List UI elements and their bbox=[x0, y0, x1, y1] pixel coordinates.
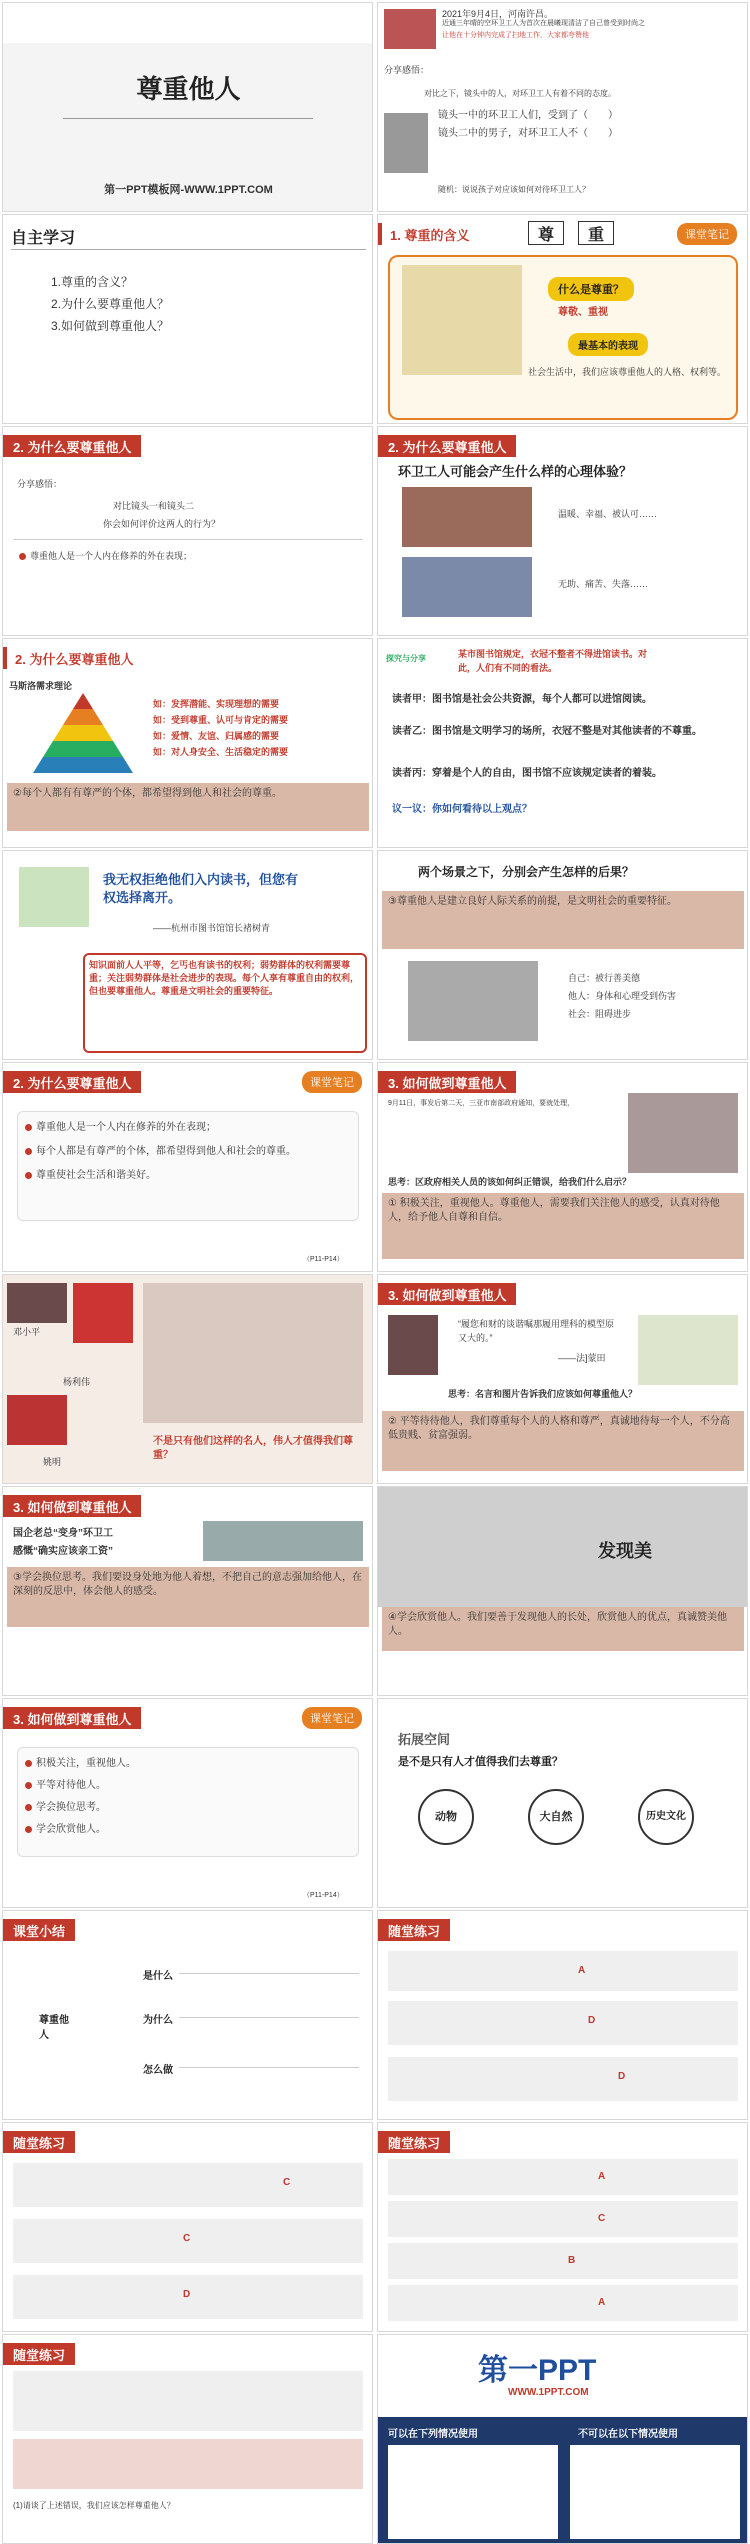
slide-brand bbox=[377, 2334, 748, 2544]
slide-title bbox=[2, 2, 373, 212]
mindmap-root: 尊重他人 bbox=[39, 2015, 69, 2041]
note-banner: ③学会换位思考。我们要设身处地为他人着想，不把自己的意志强加给他人，在深刻的反思中，体会他人的感受。 bbox=[7, 1567, 369, 1627]
note-banner: ④学会欣赏他人。我们要善于发现他人的长处，欣赏他人的优点，真诚赞美他人。 bbox=[382, 1607, 744, 1651]
section-heading: 2. 为什么要尊重他人 bbox=[378, 435, 516, 457]
slide-how-notes bbox=[2, 1698, 373, 1908]
caption-text: 不是只有他们这样的名人，伟人才值得我们尊重？ bbox=[153, 1436, 353, 1461]
note-label: 每个人都是有尊严的个体，都希望得到他人和社会的尊重。 bbox=[36, 1146, 296, 1157]
brand-url: WWW.1PPT.COM bbox=[508, 2387, 589, 2398]
slide-heading: 自主学习 bbox=[11, 230, 76, 247]
answer-2: 无助、痛苦、失落…… bbox=[558, 579, 649, 589]
note-item bbox=[25, 1145, 355, 1159]
slide-how-1 bbox=[377, 1062, 748, 1272]
answer-mark: D bbox=[183, 2289, 191, 2300]
note-label: 尊重使社会生活和谐美好。 bbox=[36, 1170, 156, 1181]
section-heading: 3. 如何做到尊重他人 bbox=[3, 1707, 141, 1729]
person-name: 邓小平 bbox=[13, 1327, 41, 1337]
note-label: 学会换位思考。 bbox=[36, 1802, 106, 1813]
answer-text: 尊敬、重视 bbox=[558, 307, 608, 318]
reader-c: 读者丙：穿着是个人的自由，图书馆不应该规定读者的着装。 bbox=[392, 768, 662, 779]
person-name: 杨利伟 bbox=[63, 1377, 91, 1387]
section-heading: 3. 如何做到尊重他人 bbox=[378, 1283, 516, 1305]
slide-intro-story bbox=[377, 2, 748, 212]
circle-label: 历史文化 bbox=[646, 1811, 686, 1822]
illustration bbox=[19, 867, 89, 927]
photo-2 bbox=[402, 557, 532, 617]
note-banner: ②每个人都有有尊严的个体，都希望得到他人和社会的尊重。 bbox=[7, 783, 369, 831]
note-item bbox=[25, 1779, 355, 1793]
slide-quote bbox=[2, 850, 373, 1060]
effect-society: 社会：阻碍进步 bbox=[568, 1009, 632, 1019]
question-item: 3.如何做到尊重他人？ bbox=[51, 319, 170, 333]
circle-animal bbox=[418, 1789, 474, 1845]
case-text: 某市图书馆规定，衣冠不整者不得进馆读书。对此，人们有不同的看法。 bbox=[458, 649, 648, 673]
extend-question: 是不是只有人才值得我们去尊重？ bbox=[398, 1756, 563, 1768]
slide-meaning bbox=[377, 214, 748, 424]
note-item bbox=[25, 1801, 355, 1815]
circle-history bbox=[638, 1789, 694, 1845]
answer-mark: A bbox=[578, 1965, 586, 1976]
question-box: 什么是尊重？ bbox=[548, 277, 634, 301]
slide-scenes bbox=[377, 850, 748, 1060]
photo bbox=[384, 9, 436, 49]
portrait bbox=[7, 1395, 67, 1445]
pyramid-chart bbox=[33, 693, 133, 773]
story-text: 9月11日，事发后第二天，三亚市南部政府通知，要就处理， bbox=[388, 1100, 575, 1107]
note-banner: 知识面前人人平等，乞丐也有读书的权利；弱势群体的权利需要尊重；关注弱势群体是社会进步的表现。每个人享有尊重自由的权利，但也要尊重他人。尊重是文明社会的重要特征。 bbox=[83, 953, 367, 1053]
discussion-prompt: 议一议：你如何看待以上观点？ bbox=[392, 804, 532, 815]
question-1: 镜头一中的环卫工人们，受到了（ ） bbox=[438, 110, 618, 121]
effect-other: 他人：身体和心理受到伤害 bbox=[568, 991, 677, 1001]
circle-nature bbox=[528, 1789, 584, 1845]
quote-author: ——杭州市图书馆馆长褚树青 bbox=[153, 923, 271, 933]
portrait-grid bbox=[143, 1283, 363, 1423]
slide-why-notes bbox=[2, 1062, 373, 1272]
question-text: 两个场景之下，分别会产生怎样的后果？ bbox=[418, 865, 635, 879]
person-name: 姚明 bbox=[43, 1457, 62, 1467]
section-heading: 2. 为什么要尊重他人 bbox=[3, 647, 143, 669]
reader-b: 读者乙：图书馆是文明学习的场所，衣冠不整是对其他读者的不尊重。 bbox=[392, 726, 702, 737]
badge-zun: 尊 bbox=[528, 221, 564, 245]
note-badge: 课堂笔记 bbox=[302, 1707, 362, 1729]
circle-label: 动物 bbox=[435, 1811, 457, 1823]
slide-extend bbox=[377, 1698, 748, 1908]
note-label: 积极关注，重视他人。 bbox=[36, 1758, 136, 1769]
share-label: 分享感悟： bbox=[17, 479, 63, 489]
page-ref: （P11-P14） bbox=[303, 1256, 344, 1263]
photo-1 bbox=[402, 487, 532, 547]
beauty-title: 发现美 bbox=[598, 1541, 652, 1561]
slide-practice-4 bbox=[2, 2334, 373, 2544]
point-text bbox=[19, 549, 359, 563]
question-item: 2.为什么要尊重他人？ bbox=[51, 297, 170, 311]
foot-text: 随机：说说孩子对应该如何对待环卫工人？ bbox=[438, 185, 590, 194]
note-item bbox=[25, 1823, 355, 1837]
section-heading: 2. 为什么要尊重他人 bbox=[3, 435, 141, 457]
section-heading: 1. 尊重的含义 bbox=[378, 223, 479, 245]
slide-beauty bbox=[377, 1486, 748, 1696]
slide-practice-3 bbox=[377, 2122, 748, 2332]
explore-tag: 探究与分享 bbox=[386, 654, 426, 663]
answer-mark: B bbox=[568, 2255, 576, 2266]
question-text: 思考：名言和图片告诉我们应该如何尊重他人？ bbox=[448, 1389, 638, 1399]
branch-how: 怎么做 bbox=[143, 2065, 173, 2076]
badge-zhong: 重 bbox=[578, 221, 614, 245]
slide-why-2 bbox=[377, 426, 748, 636]
cartoon bbox=[638, 1315, 738, 1385]
branch-what: 是什么 bbox=[143, 1971, 173, 1982]
sub-text: 对比镜头一和镜头二 bbox=[113, 501, 195, 511]
ink-art bbox=[378, 1487, 748, 1607]
section-heading: 随堂练习 bbox=[3, 2343, 75, 2365]
question-text: 环卫工人可能会产生什么样的心理体验？ bbox=[398, 464, 633, 479]
reader-a: 读者甲：图书馆是社会公共资源，每个人都可以进馆阅读。 bbox=[392, 694, 652, 705]
slide-how-3 bbox=[2, 1486, 373, 1696]
quote-author: ——法]蒙田 bbox=[558, 1353, 606, 1363]
portrait bbox=[7, 1283, 67, 1323]
photo bbox=[203, 1521, 363, 1561]
share-label: 分享感悟： bbox=[384, 65, 430, 75]
note-label: 学会欣赏他人。 bbox=[36, 1824, 106, 1835]
forbidden-heading: 不可以在以下情况使用 bbox=[578, 2429, 678, 2440]
allowed-heading: 可以在下列情况使用 bbox=[388, 2429, 478, 2440]
need-item: 如：发挥潜能、实现理想的需要 bbox=[153, 699, 280, 709]
note-banner: ③尊重他人是建立良好人际关系的前提，是文明社会的重要特征。 bbox=[382, 891, 744, 949]
slide-self-study bbox=[2, 214, 373, 424]
need-item: 如：爱情、友谊、归属感的需要 bbox=[153, 731, 280, 741]
slide-practice-1 bbox=[377, 1910, 748, 2120]
slide-how-2 bbox=[377, 1274, 748, 1484]
question-text: 思考：区政府相关人员的该如何纠正错误，给我们什么启示？ bbox=[388, 1177, 632, 1187]
question-text: 你会如何评价这两人的行为？ bbox=[103, 519, 221, 529]
portrait bbox=[388, 1315, 438, 1375]
answer-mark: D bbox=[618, 2071, 626, 2082]
case-sub: 感慨“确实应该亲工资” bbox=[13, 1546, 113, 1557]
note-banner: ① 积极关注，重视他人。尊重他人，需要我们关注他人的感受，认真对待他人，给予他人自尊和自信。 bbox=[382, 1193, 744, 1259]
answer-1: 温暖、幸福、被认可…… bbox=[558, 509, 658, 519]
answer-mark: C bbox=[183, 2233, 191, 2244]
answer-mark: D bbox=[588, 2015, 596, 2026]
note-item bbox=[25, 1169, 355, 1183]
section-heading: 随堂练习 bbox=[3, 2131, 75, 2153]
story-date: 2021年9月4日，河南许昌。 bbox=[442, 9, 554, 19]
circle-label: 大自然 bbox=[539, 1811, 573, 1823]
section-heading: 随堂练习 bbox=[378, 2131, 450, 2153]
brand-logo: 第一PPT bbox=[478, 2354, 597, 2387]
note-item bbox=[25, 1121, 355, 1135]
note-badge: 课堂笔记 bbox=[302, 1071, 362, 1093]
section-heading: 课堂小结 bbox=[3, 1919, 75, 1941]
answer-mark: A bbox=[598, 2297, 606, 2308]
photo bbox=[384, 113, 428, 173]
slide-people bbox=[2, 1274, 373, 1484]
answer-mark: C bbox=[598, 2213, 606, 2224]
question-2: 镜头二中的男子，对环卫工人不（ ） bbox=[438, 128, 618, 139]
title-text: 尊重他人 bbox=[136, 74, 241, 104]
slide-maslow bbox=[2, 638, 373, 848]
extend-title: 拓展空间 bbox=[398, 1732, 451, 1747]
slide-summary bbox=[2, 1910, 373, 2120]
section-heading: 2. 为什么要尊重他人 bbox=[3, 1071, 141, 1093]
site-text: 第一PPT模板网-WWW.1PPT.COM bbox=[104, 184, 273, 196]
need-item: 如：受到尊重、认可与肯定的需要 bbox=[153, 715, 289, 725]
story-line: 让他在十分钟内完成了扫地工作，大家都夸赞他 bbox=[442, 32, 589, 39]
note-label: 平等对待他人。 bbox=[36, 1780, 106, 1791]
quote-text: “履您和财的谈谐嘱那履用理科的模型原又大的。” bbox=[458, 1319, 614, 1343]
portrait bbox=[73, 1283, 133, 1343]
section-heading: 3. 如何做到尊重他人 bbox=[3, 1495, 141, 1517]
maslow-tag: 马斯洛需求理论 bbox=[9, 681, 73, 691]
point-label: 尊重他人是一个人内在修养的外在表现； bbox=[30, 551, 193, 561]
footer-text: 社会生活中，我们应该尊重他人的人格、权利等。 bbox=[528, 367, 727, 377]
need-item: 如：对人身安全、生活稳定的需要 bbox=[153, 747, 289, 757]
note-banner: ② 平等待待他人，我们尊重每个人的人格和尊严，真诚地待每一个人，不分高低贵贱、贫富强弱。 bbox=[382, 1411, 744, 1471]
answer-mark: A bbox=[598, 2171, 606, 2182]
cartoon-image bbox=[402, 265, 522, 375]
case-title: 国企老总“变身”环卫工 bbox=[13, 1528, 113, 1539]
story-line: 对比之下，镜头中的人，对环卫工人有着不同的态度。 bbox=[424, 89, 616, 98]
page-ref: （P11-P14） bbox=[303, 1892, 344, 1899]
basic-box: 最基本的表现 bbox=[568, 333, 648, 356]
photo bbox=[628, 1093, 738, 1173]
quote-text: 我无权拒绝他们入内读书，但您有权选择离开。 bbox=[103, 872, 299, 905]
note-badge: 课堂笔记 bbox=[677, 223, 737, 245]
photo bbox=[408, 961, 538, 1041]
note-label: 尊重他人是一个人内在修养的外在表现； bbox=[36, 1122, 216, 1133]
slide-why-1 bbox=[2, 426, 373, 636]
slide-library bbox=[377, 638, 748, 848]
effect-self: 自己：被行善美德 bbox=[568, 973, 641, 983]
question-text: (1)请谈了上述错误，我们应该怎样尊重他人？ bbox=[13, 2501, 175, 2510]
slide-practice-2 bbox=[2, 2122, 373, 2332]
answer-mark: C bbox=[283, 2177, 291, 2188]
question-item: 1.尊重的含义？ bbox=[51, 275, 134, 289]
note-item bbox=[25, 1757, 355, 1771]
story-line: 近通三年晴的空环卫工人为首次在晨曦现清洁了自己曾受到时尚之 bbox=[442, 20, 645, 27]
section-heading: 随堂练习 bbox=[378, 1919, 450, 1941]
section-heading: 3. 如何做到尊重他人 bbox=[378, 1071, 516, 1093]
branch-why: 为什么 bbox=[143, 2015, 173, 2026]
